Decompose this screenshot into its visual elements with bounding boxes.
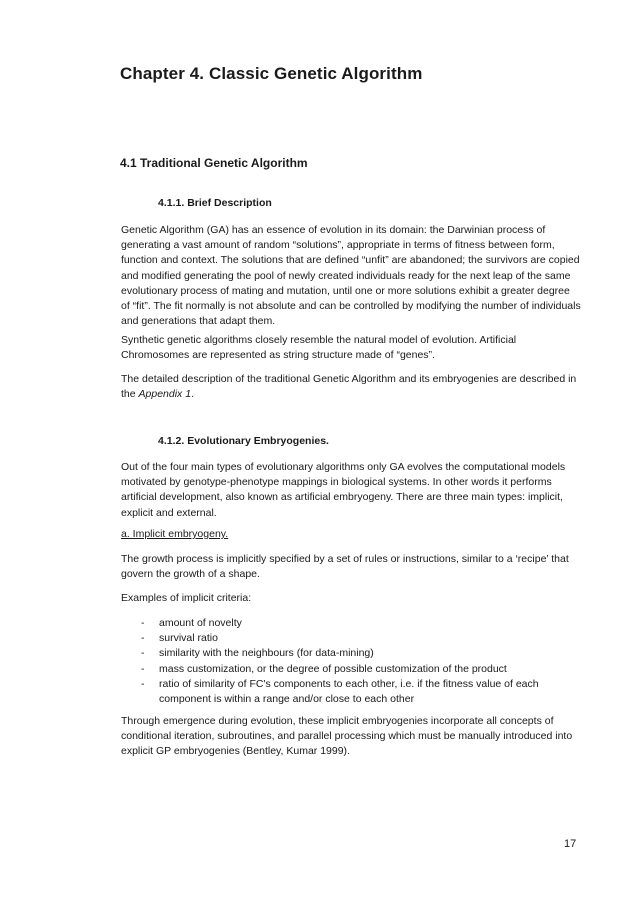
paragraph-synthetic-ga: Synthetic genetic algorithms closely resemble the natural model of evolution. Artificial Chromosomes are represented as string structure made of “genes”.: [121, 334, 517, 362]
list-item: [121, 662, 581, 677]
list-item-text: similarity with the neighbours (for data-mining): [159, 647, 374, 660]
list-item: [121, 677, 581, 707]
bullet-dash: -: [141, 677, 145, 690]
paragraph-evolutionary-algorithms: Out of the four main types of evolutionary algorithms only GA evolves the computational models motivated by genotype-phenotype mappings in biological systems. In other words it performs artificial development, also known as artificial embryogeny. There are three main types: implicit, explicit and external.: [121, 461, 566, 519]
implicit-embryogeny-heading: a. Implicit embryogeny.: [121, 528, 229, 540]
paragraph-growth-process: The growth process is implicitly specified by a set of rules or instructions, similar to a ‘recipe’ that govern the growth of a shape.: [121, 553, 569, 581]
paragraph-implicit-examples: Examples of implicit criteria:: [121, 592, 252, 604]
list-item-text: ratio of similarity of FC's components to each other, i.e. if the fitness value of each component is within a range and/or close to each other: [159, 677, 539, 706]
paragraph-appendix-period: .: [191, 388, 194, 401]
paragraph-emergence: Through emergence during evolution, these implicit embryogenies incorporate all concepts of conditional iteration, subroutines, and parallel processing which must be manually introduced into explicit GP embryogenies (Bentley, Kumar 1999).: [121, 715, 573, 758]
list-item-text: amount of novelty: [159, 617, 242, 629]
bullet-dash: -: [141, 662, 145, 675]
list-item: [121, 616, 581, 631]
subsection-heading-embryogenies: 4.1.2. Evolutionary Embryogenies.: [158, 435, 329, 447]
paragraph-ga-essence: Genetic Algorithm (GA) has an essence of evolution in its domain: the Darwinian process of generating a vast amount of random “solutions”, appropriate in terms of fitness between form, function and context. The solutions that are defined “unfit” are abandoned; the survivors are copied and modified generating the pool of newly created individuals ready for the next leap of the same evolutionary process of mating and mutation, until one or more solutions exhibit a greater degree of “fit”. The fit normally is not absolute and can be controlled by modifying the number of individuals and generations that adapt them.: [121, 224, 581, 328]
page-number: 17: [564, 838, 577, 850]
paragraph-appendix-text: The detailed description of the traditional Genetic Algorithm and its embryogenies are described in the: [121, 373, 577, 401]
paragraph-appendix-reference: [121, 372, 581, 402]
bullet-dash: -: [141, 632, 145, 645]
section-heading: 4.1 Traditional Genetic Algorithm: [120, 156, 308, 170]
list-item-text: mass customization, or the degree of possible customization of the product: [159, 662, 507, 675]
chapter-title: Chapter 4. Classic Genetic Algorithm: [120, 64, 423, 83]
implicit-criteria-list: [121, 616, 581, 707]
list-item: [121, 646, 581, 661]
list-item-text: survival ratio: [159, 632, 218, 645]
subsection-heading-brief-description: 4.1.1. Brief Description: [158, 197, 272, 209]
appendix-reference: Appendix 1: [138, 388, 192, 401]
list-item: [121, 631, 581, 646]
bullet-dash: -: [141, 647, 145, 660]
bullet-dash: -: [141, 617, 145, 629]
